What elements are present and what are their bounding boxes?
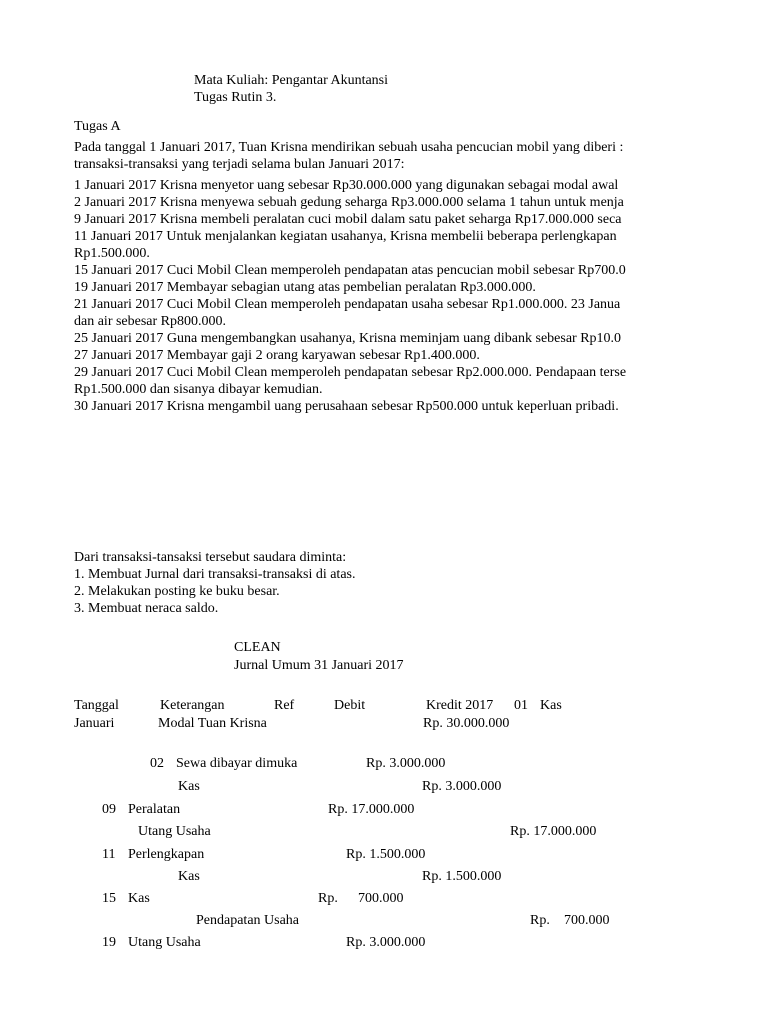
transaction-line: 2 Januari 2017 Krisna menyewa sebuah gedung seharga Rp3.000.000 selama 1 tahun untuk menja bbox=[74, 195, 624, 210]
assignment-title: Tugas Rutin 3. bbox=[194, 90, 277, 105]
entry-debit-amount: 700.000 bbox=[358, 891, 404, 906]
entry-debit-account: Sewa dibayar dimuka bbox=[176, 756, 298, 771]
entry-credit-account: Kas bbox=[178, 779, 200, 794]
entry-debit-account: Peralatan bbox=[128, 802, 181, 817]
transaction-line: 11 Januari 2017 Untuk menjalankan kegiatan usahanya, Krisna membelii beberapa perlengkapan bbox=[74, 229, 617, 244]
transaction-line: 9 Januari 2017 Krisna membeli peralatan cuci mobil dalam satu paket seharga Rp17.000.000 seca bbox=[74, 212, 622, 227]
header-description: Keterangan bbox=[160, 698, 225, 713]
entry-day: 01 bbox=[514, 698, 528, 713]
intro-line: Pada tanggal 1 Januari 2017, Tuan Krisna mendirikan sebuah usaha pencucian mobil yang diberi : bbox=[74, 140, 624, 155]
entry-debit-amount: Rp. 1.500.000 bbox=[346, 847, 426, 862]
entry-debit-amount: Rp. 3.000.000 bbox=[346, 935, 426, 950]
entry-debit-currency: Rp. bbox=[318, 891, 338, 906]
header-date: Tanggal bbox=[74, 698, 119, 713]
transaction-line: 21 Januari 2017 Cuci Mobil Clean memperoleh pendapatan usaha sebesar Rp1.000.000. 23 Janua bbox=[74, 297, 621, 312]
entry-day: 19 bbox=[102, 935, 116, 950]
entry-day: 15 bbox=[102, 891, 116, 906]
intro-line: transaksi-transaksi yang terjadi selama bulan Januari 2017: bbox=[74, 157, 405, 172]
transaction-line: Rp1.500.000 dan sisanya dibayar kemudian. bbox=[74, 382, 323, 397]
instruction-line: 1. Membuat Jurnal dari transaksi-transaksi di atas. bbox=[74, 567, 356, 582]
entry-debit-amount: Rp. 3.000.000 bbox=[366, 756, 446, 771]
transaction-line: 29 Januari 2017 Cuci Mobil Clean memperoleh pendapatan sebesar Rp2.000.000. Pendapaan terse bbox=[74, 365, 627, 380]
transaction-line: dan air sebesar Rp800.000. bbox=[74, 314, 227, 329]
entry-credit-amount: Rp. 30.000.000 bbox=[423, 716, 510, 731]
entry-credit-amount: Rp. 3.000.000 bbox=[422, 779, 502, 794]
entry-credit-currency: Rp. bbox=[530, 913, 550, 928]
entry-debit-account: Perlengkapan bbox=[128, 847, 205, 862]
entry-credit-account: Utang Usaha bbox=[138, 824, 211, 839]
instruction-line: Dari transaksi-tansaksi tersebut saudara diminta: bbox=[74, 550, 347, 565]
entry-day: 09 bbox=[102, 802, 116, 817]
transaction-line: 25 Januari 2017 Guna mengembangkan usahanya, Krisna meminjam uang dibank sebesar Rp10.0 bbox=[74, 331, 622, 346]
entry-credit-amount: Rp. 1.500.000 bbox=[422, 869, 502, 884]
entry-debit-account: Kas bbox=[540, 698, 562, 713]
entry-credit-amount: 700.000 bbox=[564, 913, 610, 928]
entry-day: 02 bbox=[150, 756, 164, 771]
section-title: Tugas A bbox=[74, 119, 121, 134]
header-credit: Kredit 2017 bbox=[426, 698, 494, 713]
entry-day: 11 bbox=[102, 847, 116, 862]
entry-credit-account: Pendapatan Usaha bbox=[196, 913, 300, 928]
transaction-line: 27 Januari 2017 Membayar gaji 2 orang karyawan sebesar Rp1.400.000. bbox=[74, 348, 480, 363]
header-ref: Ref bbox=[274, 698, 295, 713]
instruction-line: 3. Membuat neraca saldo. bbox=[74, 601, 219, 616]
instruction-list bbox=[74, 549, 662, 617]
intro-paragraph bbox=[74, 139, 662, 173]
transaction-line: Rp1.500.000. bbox=[74, 246, 150, 261]
entry-debit-account: Utang Usaha bbox=[128, 935, 201, 950]
header-debit: Debit bbox=[334, 698, 366, 713]
entry-credit-account: Kas bbox=[178, 869, 200, 884]
entry-month: Januari bbox=[74, 716, 115, 731]
instruction-line: 2. Melakukan posting ke buku besar. bbox=[74, 584, 280, 599]
entry-credit-amount: Rp. 17.000.000 bbox=[510, 824, 597, 839]
course-title: Mata Kuliah: Pengantar Akuntansi bbox=[194, 73, 389, 88]
transaction-line: 19 Januari 2017 Membayar sebagian utang atas pembelian peralatan Rp3.000.000. bbox=[74, 280, 536, 295]
entry-debit-account: Kas bbox=[128, 891, 150, 906]
journal-title: Jurnal Umum 31 Januari 2017 bbox=[234, 658, 404, 673]
transaction-line: 15 Januari 2017 Cuci Mobil Clean memperoleh pendapatan atas pencucian mobil sebesar Rp700.0 bbox=[74, 263, 626, 278]
entry-credit-account: Modal Tuan Krisna bbox=[158, 716, 267, 731]
transaction-line: 1 Januari 2017 Krisna menyetor uang sebesar Rp30.000.000 yang digunakan sebagai modal awal bbox=[74, 178, 619, 193]
entry-debit-amount: Rp. 17.000.000 bbox=[328, 802, 415, 817]
transaction-list bbox=[74, 177, 662, 415]
transaction-line: 30 Januari 2017 Krisna mengambil uang perusahaan sebesar Rp500.000 untuk keperluan pribadi. bbox=[74, 399, 619, 414]
company-name: CLEAN bbox=[234, 640, 281, 655]
